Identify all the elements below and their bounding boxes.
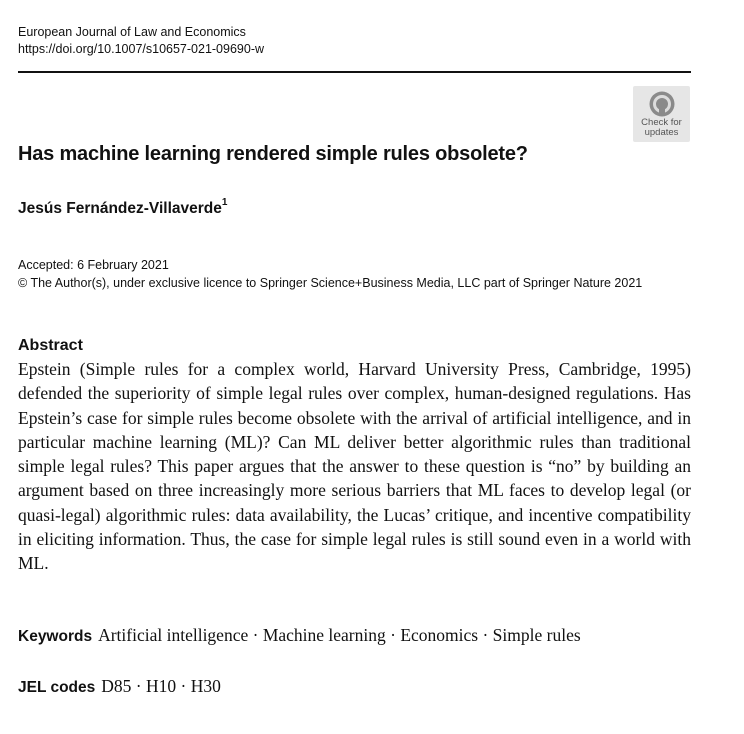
jel-codes-value: D85 · H10 · H30 [101, 676, 221, 696]
check-for-updates-button[interactable] [633, 86, 690, 142]
author-name[interactable]: Jesús Fernández-Villaverde [18, 200, 222, 218]
badge-line-1: Check for [641, 117, 682, 128]
accepted-date: Accepted: 6 February 2021 [18, 258, 169, 272]
doi-link[interactable]: https://doi.org/10.1007/s10657-021-09690-w [18, 42, 265, 56]
jel-codes-line [18, 676, 221, 697]
journal-name: European Journal of Law and Economics [18, 25, 246, 39]
author-line [18, 199, 227, 218]
keywords-label: Keywords [18, 628, 93, 645]
publication-info [18, 256, 642, 292]
check-for-updates-icon [648, 90, 676, 118]
jel-codes-label: JEL codes [18, 679, 96, 696]
author-affiliation-mark: 1 [221, 197, 228, 208]
header-divider [18, 71, 691, 73]
abstract-heading: Abstract [18, 337, 83, 354]
copyright-notice: © The Author(s), under exclusive licence to Springer Science+Business Media, LLC part of Springer Nature 2021 [18, 276, 643, 290]
keywords-value: Artificial intelligence · Machine learning · Economics · Simple rules [98, 625, 581, 645]
keywords-line [18, 625, 581, 646]
abstract-text: Epstein (Simple rules for a complex world, Harvard University Press, Cambridge, 1995) defended the superiority of simple legal rules over complex, human-designed regulations. Has Epstein’s case for simple rules become obsolete with the arrival of artificial intelligence, and in particular machine learning (ML)? Can ML deliver better algorithmic rules than traditional simple legal rules? This paper argues that the answer to these question is “no” by building an argument based on three increasingly more serious barriers that ML faces to develop legal (or quasi-legal) algorithmic rules: data availability, the Lucas’ critique, and incentive compatibility in eliciting information. Thus, the case for simple legal rules is still sound even in a world with ML. [18, 359, 691, 574]
badge-line-2: updates [644, 126, 679, 138]
paper-title: Has machine learning rendered simple rules obsolete? [18, 143, 528, 165]
journal-header [18, 24, 264, 58]
